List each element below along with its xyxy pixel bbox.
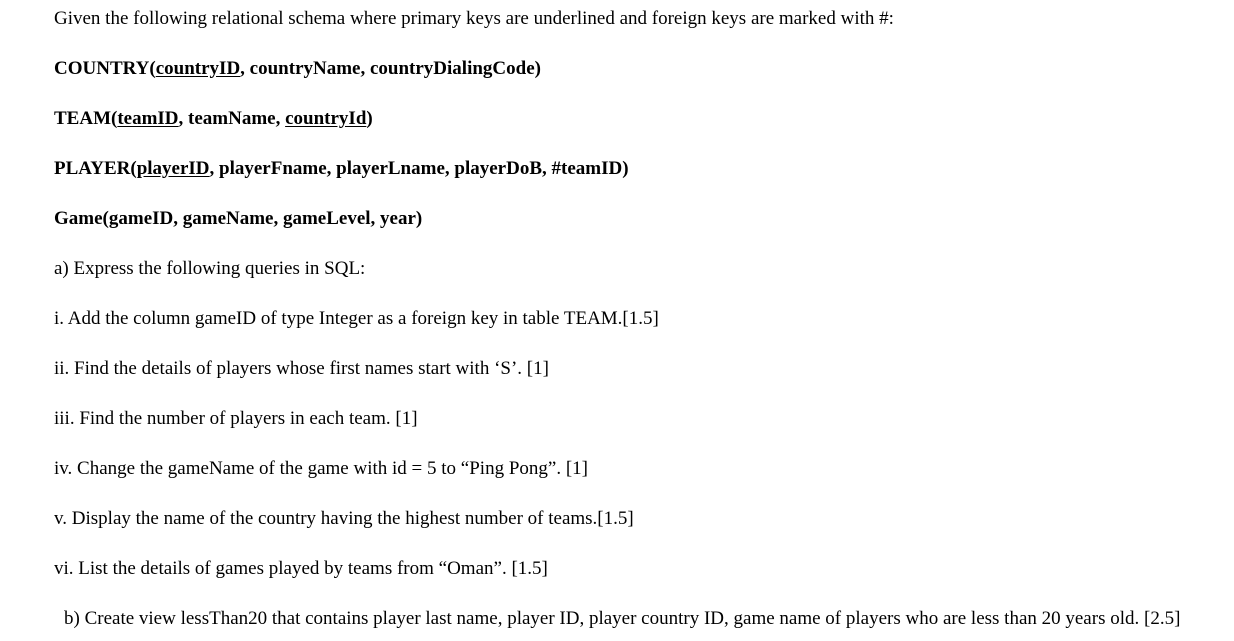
question-item: vi. List the details of games played by teams from “Oman”. [1.5] xyxy=(54,558,548,579)
schema-country-pk: countryID xyxy=(155,58,241,79)
schema-country-name: COUNTRY( xyxy=(54,58,156,79)
part-a-heading: a) Express the following queries in SQL: xyxy=(54,258,366,279)
part-b-question: b) Create view lessThan20 that contains player last name, player ID, player country ID, game name of players who are less than 20 years old. [2.5] xyxy=(64,608,1181,629)
schema-player xyxy=(54,158,629,180)
schema-player-name: PLAYER( xyxy=(54,158,137,179)
question-item: v. Display the name of the country having the highest number of teams.[1.5] xyxy=(54,508,634,529)
schema-team-close: ) xyxy=(366,108,373,129)
schema-team-pk: teamID xyxy=(117,108,179,129)
schema-team-name: TEAM( xyxy=(54,108,118,129)
schema-game: Game(gameID, gameName, gameLevel, year) xyxy=(54,208,423,229)
schema-player-pk: playerID xyxy=(136,158,210,179)
schema-country xyxy=(54,58,541,80)
intro-text: Given the following relational schema where primary keys are underlined and foreign keys are marked with #: xyxy=(54,8,894,29)
schema-team-fk: countryId xyxy=(285,108,367,129)
question-item: i. Add the column gameID of type Integer as a foreign key in table TEAM.[1.5] xyxy=(54,308,659,329)
question-item: iii. Find the number of players in each team. [1] xyxy=(54,408,418,429)
question-item: iv. Change the gameName of the game with id = 5 to “Ping Pong”. [1] xyxy=(54,458,588,479)
schema-player-rest: , playerFname, playerLname, playerDoB, #teamID) xyxy=(209,158,629,179)
question-item: ii. Find the details of players whose first names start with ‘S’. [1] xyxy=(54,358,549,379)
schema-team xyxy=(54,108,373,130)
schema-team-sep: , teamName, xyxy=(178,108,286,129)
schema-country-rest: , countryName, countryDialingCode) xyxy=(240,58,541,79)
